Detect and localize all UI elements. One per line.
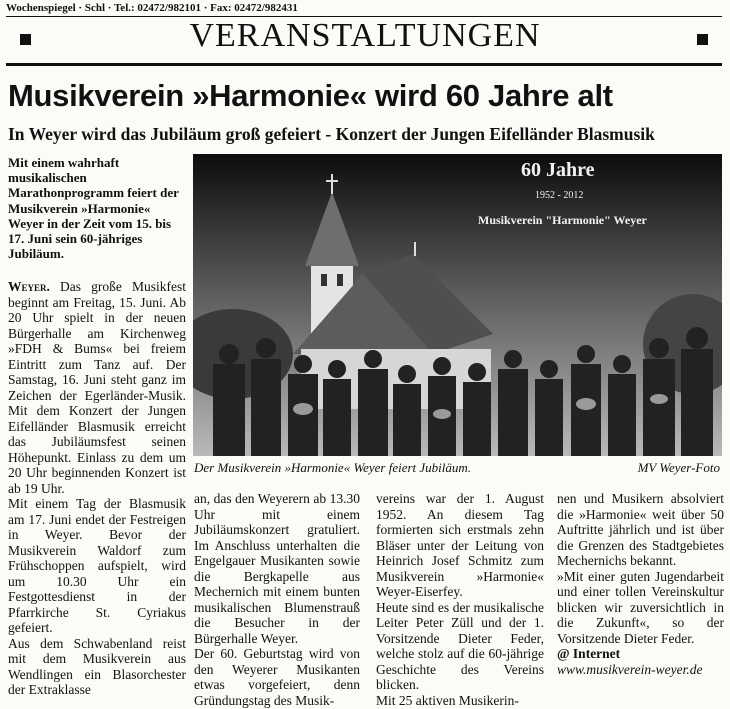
column-3 — [376, 491, 544, 708]
section-rule — [6, 63, 722, 66]
paragraph: Weyer. Das große Musikfest beginnt am Freitag, 15. Juni. Ab 20 Uhr spielt in der neuen Bürgerhalle am Kirchenweg »FDH & Bums« bei freiem Eintritt zum Tanz auf. Der Samstag, 16. Juni steht ganz im Zeichen der Egerländer-Musik. Mit dem Konzert der Jungen Eifelländer Blasmusik erreicht das Jubiläumsfest seinen Höhepunkt. Einlass zu dem um 20 Uhr beginnenden Konzert ist ab 19 Uhr. — [8, 279, 186, 496]
lead-paragraph: Mit einem wahrhaft musikalischen Marathonprogramm feiert der Musikverein »Harmonie« Weyer in der Zeit vom 15. bis 17. Juni sein 60-jähriges Jubiläum. — [8, 155, 179, 262]
subheadline: In Weyer wird das Jubiläum groß gefeiert - Konzert der Jungen Eifelländer Blasmusik — [8, 124, 655, 144]
photo-illustration — [193, 154, 722, 456]
photo-overlay-title: 60 Jahre — [521, 159, 595, 181]
photo-overlay-years: 1952 - 2012 — [535, 190, 584, 201]
photo-caption — [194, 460, 722, 476]
paragraph: Heute sind es der musikalische Leiter Peter Züll und der 1. Vorsitzende Dieter Feder, welche stolz auf die 60-jährige Geschichte des Vereins blicken. — [376, 599, 544, 692]
paragraph: Der 60. Geburtstag wird von den Weyerer Musikanten etwas vorgefeiert, denn Gründungstag des Musik- — [194, 646, 360, 708]
caption-text: Der Musikverein »Harmonie« Weyer feiert Jubiläum. — [194, 460, 472, 475]
dateline: Weyer. — [8, 279, 50, 294]
paragraph: Mit 25 aktiven Musikerin- — [376, 692, 519, 708]
photo-credit: MV Weyer-Foto — [637, 460, 720, 475]
section-square-right — [697, 34, 708, 45]
photo-overlay-name: Musikverein "Harmonie" Weyer — [478, 213, 647, 227]
section-title: VERANSTALTUNGEN — [189, 17, 541, 54]
paragraph: Aus dem Schwabenland reist mit dem Musikverein aus Wendlingen ein Blasorchester der Extraklasse — [8, 635, 186, 697]
headline: Musikverein »Harmonie« wird 60 Jahre alt — [8, 78, 613, 113]
internet-link[interactable]: www.musikverein-weyer.de — [557, 661, 703, 677]
column-4 — [557, 491, 724, 677]
paragraph: »Mit einer guten Jugendarbeit und einer tollen Vereinskultur blicken wir zuversichtlich in die Zukunft«, so der Vorsitzende Dieter Feder. — [557, 568, 724, 646]
internet-label: @ Internet — [557, 646, 621, 661]
paragraph: Mit einem Tag der Blasmusik am 17. Juni endet der Festreigen in Weyer. Bevor der Musikverein Waldorf zum Frühschoppen aufspielt, wird um 10.30 Uhr ein Festgottesdienst in der Pfarrkirche St. Cyriakus gefeiert. — [8, 496, 186, 635]
paragraph: nen und Musikern absolviert die »Harmonie« weit über 50 Auftritte jährlich und ist über die Grenzen des Stadtgebietes Mechernichs bekannt. — [557, 491, 724, 568]
paragraph: an, das den Weyerern ab 13.30 Uhr mit einem Jubiläumskonzert gratuliert. Im Anschluss unterhalten die Engelgauer Musikanten sowie die Bergkapelle aus Mechernich mit einem bunten musikalischen Blumenstrauß die Besucher in der Bürgerhalle Weyer. — [194, 491, 360, 646]
column-2 — [194, 491, 360, 708]
masthead-meta: Wochenspiegel · Schl · Tel.: 02472/982101 · Fax: 02472/982431 — [6, 2, 298, 14]
column-1 — [8, 279, 186, 698]
paragraph: vereins war der 1. August 1952. An diesem Tag formierten sich erstmals zehn Bläser unter der Leitung von Heinrich Josef Schmitz zum Musikverein »Harmonie« Weyer-Eiserfey. — [376, 491, 544, 599]
band-photo — [193, 154, 722, 456]
